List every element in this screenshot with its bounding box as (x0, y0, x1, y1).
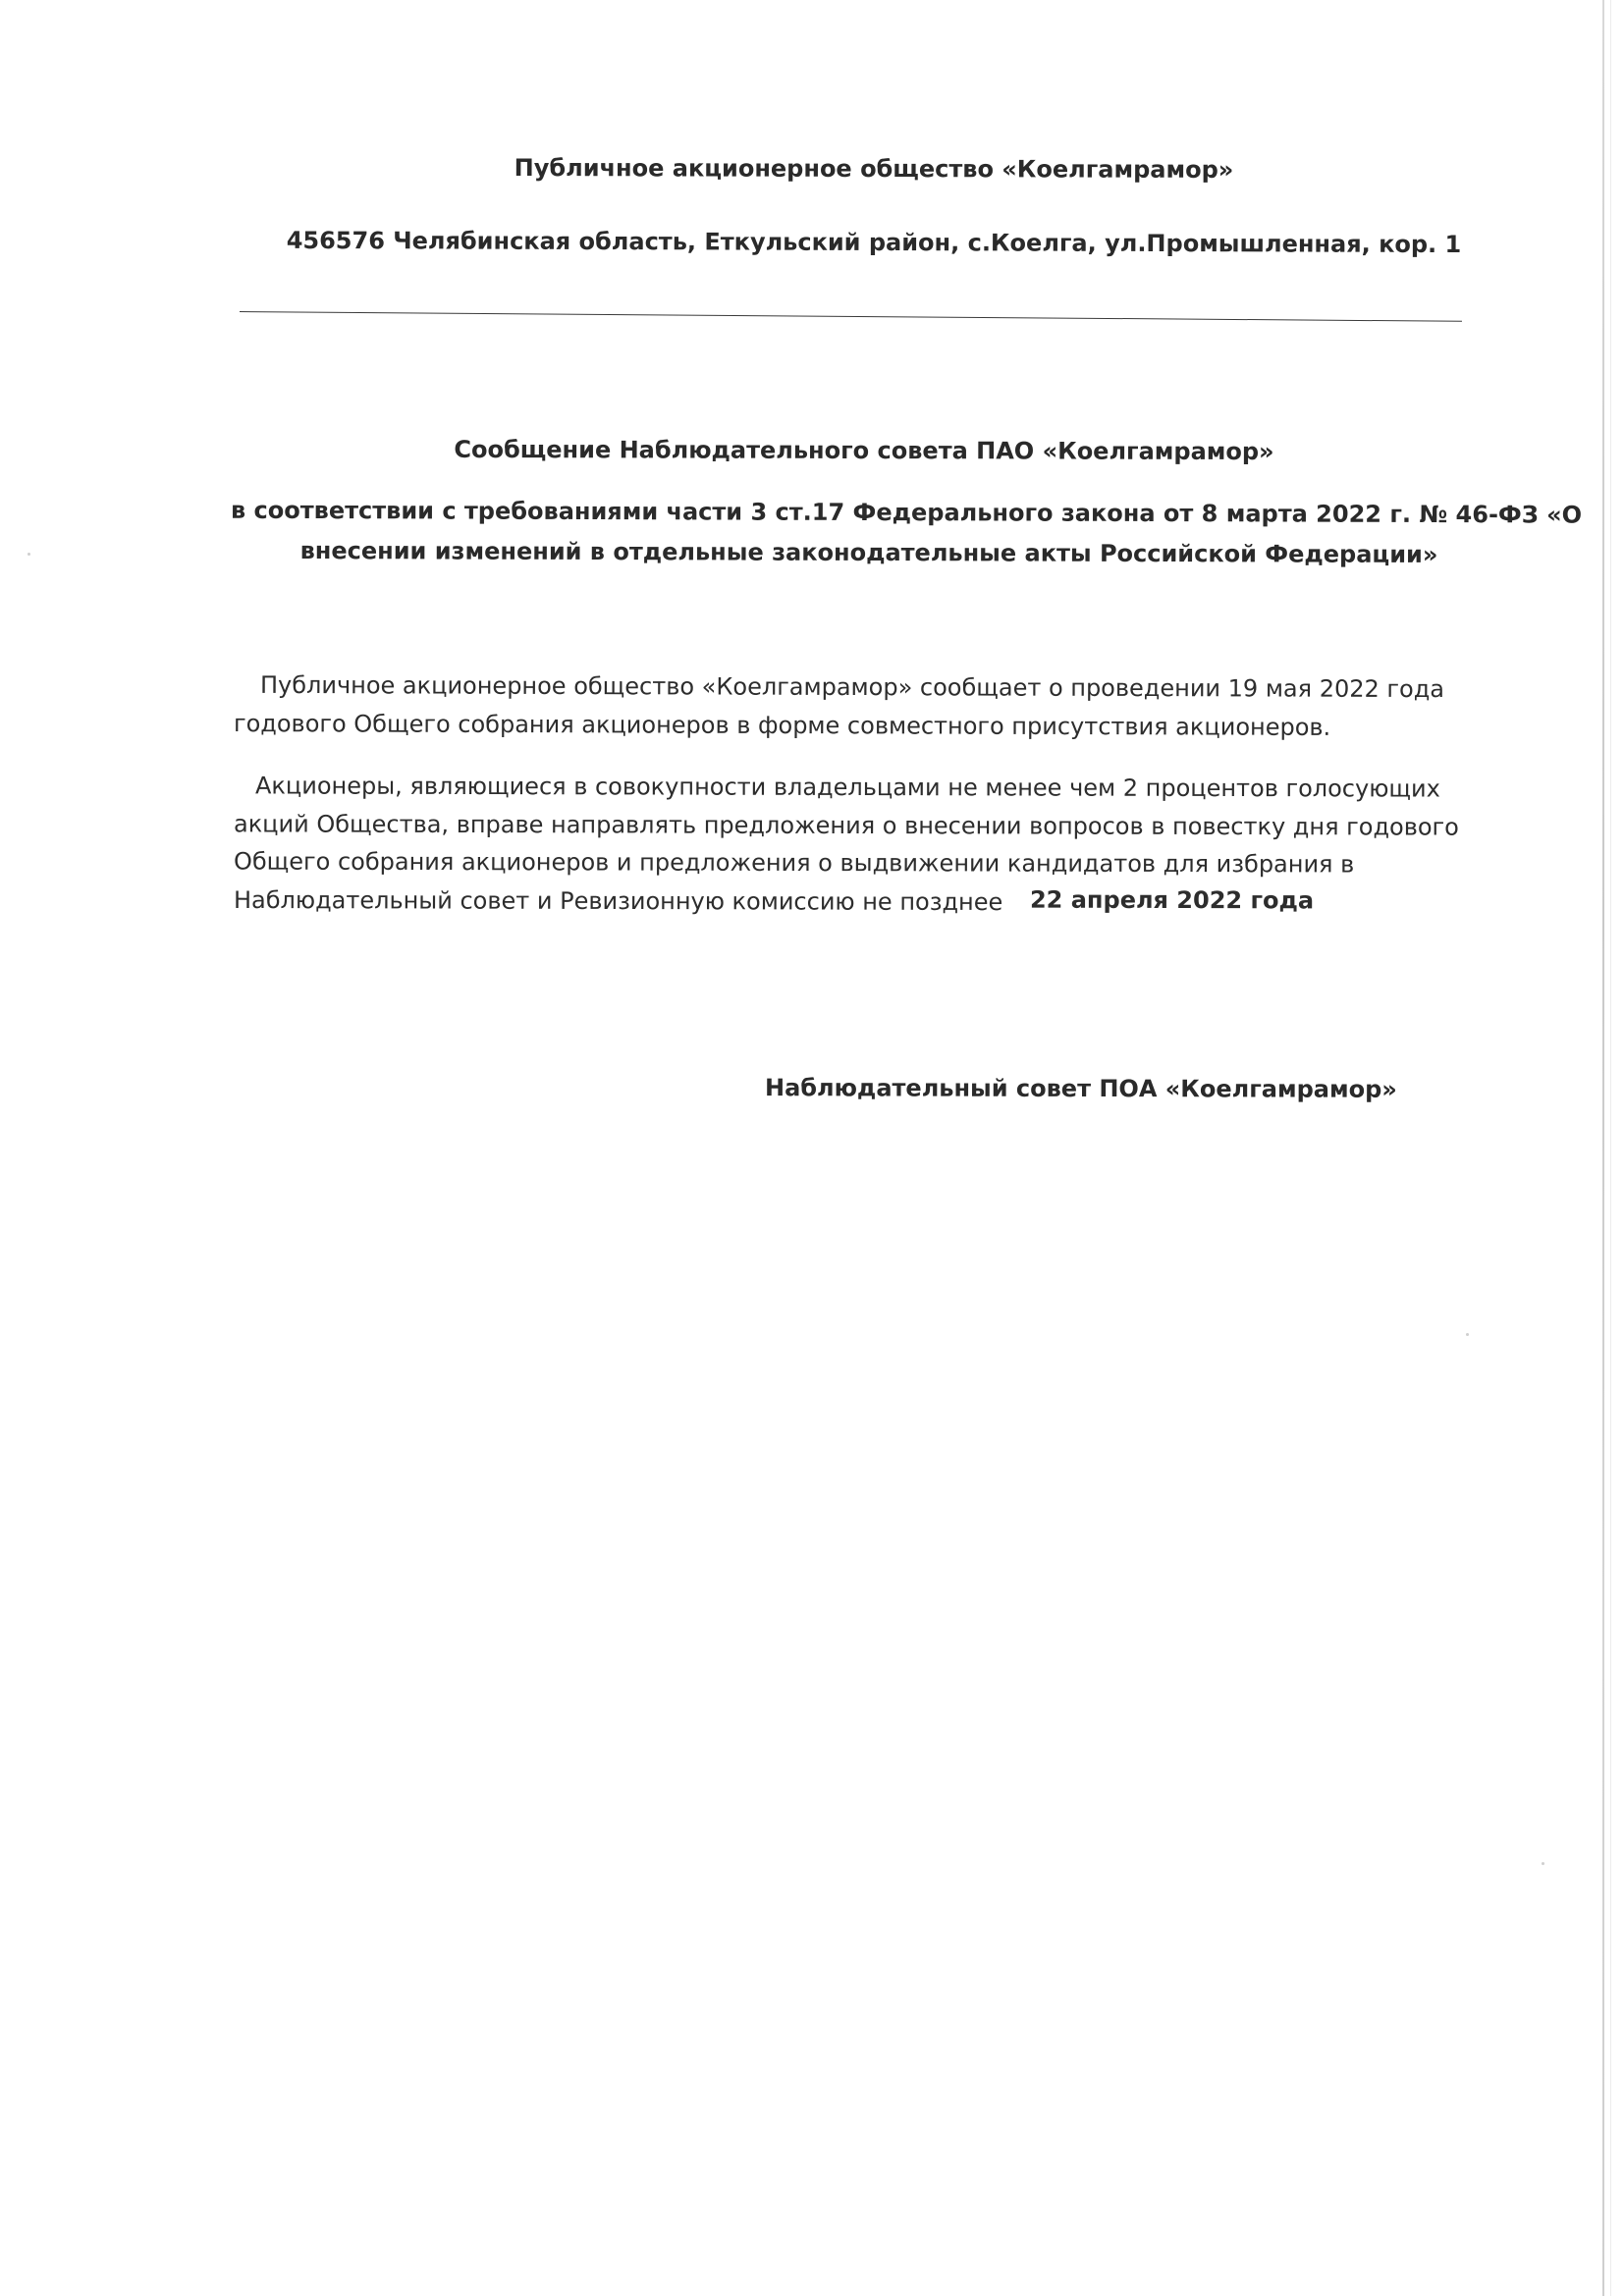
header-divider (240, 311, 1462, 322)
document-subtitle-line-2: внесении изменений в отдельные законодательные акты Российской Федерации» (299, 536, 1438, 569)
deadline-date: 22 апреля 2022 года (1029, 885, 1315, 915)
paragraph-1-line-1: Публичное акционерное общество «Коелгамрамор» сообщает о проведении 19 мая 2022 года (259, 670, 1445, 704)
paragraph-2-line-2: акций Общества, вправе направлять предложения о внесении вопросов в повестку дня годового (233, 810, 1459, 841)
paragraph-2-line-3: Общего собрания акционеров и предложения о выдвижении кандидатов для избрания в (233, 847, 1355, 879)
scan-edge-shadow (1602, 0, 1604, 2296)
paragraph-1-line-2: годового Общего собрания акционеров в форме совместного присутствия акционеров. (233, 710, 1331, 741)
paragraph-2-line-4: Наблюдательный совет и Ревизионную комиссию не позднее (233, 885, 1003, 917)
document-title: Сообщение Наблюдательного совета ПАО «Коелгамрамор» (454, 435, 1274, 466)
paragraph-2-line-1: Акционеры, являющиеся в совокупности владельцами не менее чем 2 процентов голосующих (254, 772, 1440, 803)
scan-speck (27, 553, 30, 556)
scan-edge-line (1610, 0, 1611, 2296)
company-address: 456576 Челябинская область, Еткульский район, с.Коелга, ул.Промышленная, кор. 1 (286, 226, 1462, 259)
scan-speck (1466, 1333, 1469, 1336)
company-name: Публичное акционерное общество «Коелгамрамор» (514, 154, 1234, 184)
scan-speck (1542, 1862, 1544, 1865)
document-subtitle-line-1: в соответствии с требованиями части 3 ст.17 Федерального закона от 8 марта 2022 г. № 46-ФЗ «О (230, 496, 1583, 529)
signature-line: Наблюдательный совет ПОА «Коелгамрамор» (764, 1074, 1397, 1103)
